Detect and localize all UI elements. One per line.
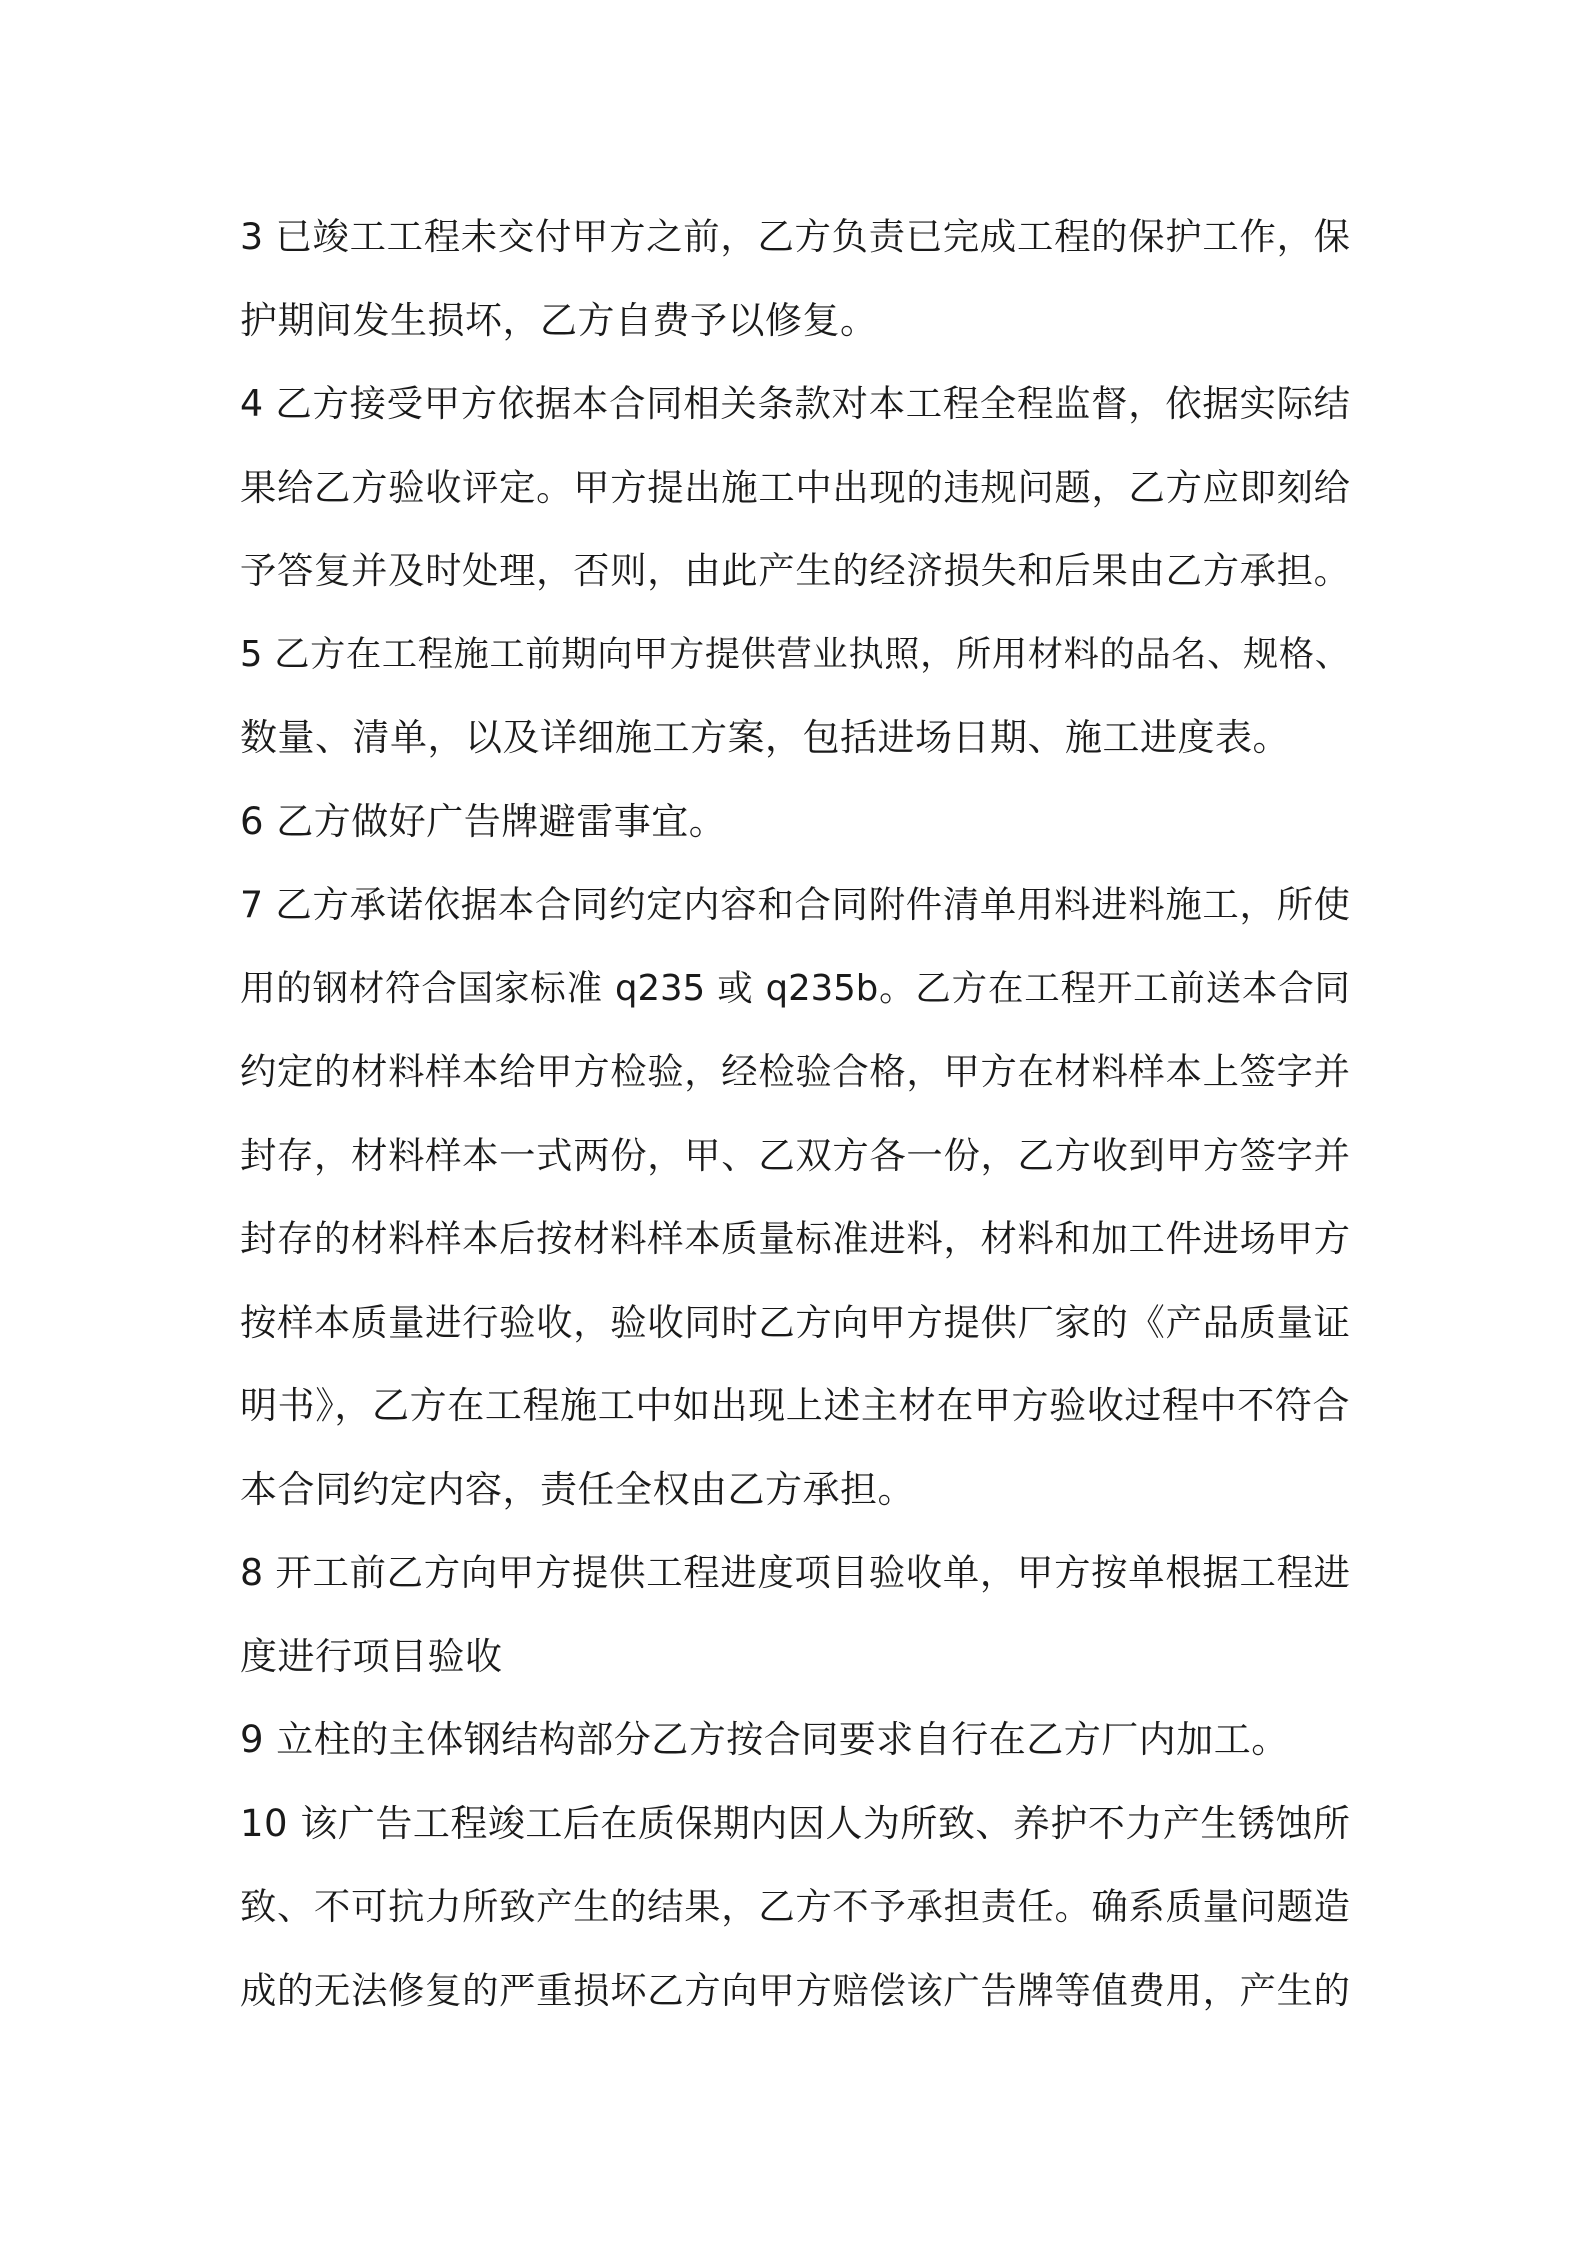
text-line: 致、不可抗力所致产生的结果，乙方不予承担责任。确系质量问题造 bbox=[240, 1885, 1350, 1928]
text-line: 约定的材料样本给甲方检验，经检验合格，甲方在材料样本上签字并 bbox=[240, 1050, 1350, 1093]
text-line: 数量、清单，以及详细施工方案，包括进场日期、施工进度表。 bbox=[240, 716, 1290, 759]
text-line: 6 乙方做好广告牌避雷事宜。 bbox=[240, 799, 727, 843]
text-line: 果给乙方验收评定。甲方提出施工中出现的违规问题，乙方应即刻给 bbox=[240, 465, 1350, 509]
contract-clauses-text bbox=[240, 195, 1350, 2032]
text-line: 按样本质量进行验收，验收同时乙方向甲方提供厂家的《产品质量证 bbox=[240, 1300, 1350, 1344]
text-line: 封存，材料样本一式两份，甲、乙双方各一份，乙方收到甲方签字并 bbox=[240, 1133, 1350, 1177]
text-line: 度进行项目验收 bbox=[240, 1634, 503, 1678]
text-line: 5 乙方在工程施工前期向甲方提供营业执照，所用材料的品名、规格、 bbox=[240, 633, 1350, 675]
text-line: 成的无法修复的严重损坏乙方向甲方赔偿该广告牌等值费用，产生的 bbox=[240, 1968, 1350, 2012]
text-line: 7 乙方承诺依据本合同约定内容和合同附件清单用料进料施工，所使 bbox=[240, 883, 1350, 926]
text-line: 护期间发生损坏，乙方自费予以修复。 bbox=[240, 298, 878, 342]
text-line: 封存的材料样本后按材料样本质量标准进料，材料和加工件进场甲方 bbox=[240, 1217, 1350, 1260]
text-line: 9 立柱的主体钢结构部分乙方按合同要求自行在乙方厂内加工。 bbox=[240, 1718, 1289, 1761]
text-line: 用的钢材符合国家标准 q235 或 q235b。乙方在工程开工前送本合同 bbox=[240, 967, 1350, 1009]
text-line: 4 乙方接受甲方依据本合同相关条款对本工程全程监督，依据实际结 bbox=[240, 382, 1350, 425]
text-line: 3 已竣工工程未交付甲方之前，乙方负责已完成工程的保护工作，保 bbox=[240, 215, 1350, 258]
text-line: 8 开工前乙方向甲方提供工程进度项目验收单，甲方按单根据工程进 bbox=[240, 1551, 1350, 1594]
text-line: 明书》，乙方在工程施工中如出现上述主材在甲方验收过程中不符合 bbox=[240, 1384, 1350, 1427]
text-line: 予答复并及时处理，否则，由此产生的经济损失和后果由乙方承担。 bbox=[240, 549, 1350, 592]
text-line: 10 该广告工程竣工后在质保期内因人为所致、养护不力产生锈蚀所 bbox=[240, 1801, 1351, 1845]
text-line: 本合同约定内容，责任全权由乙方承担。 bbox=[240, 1467, 915, 1511]
